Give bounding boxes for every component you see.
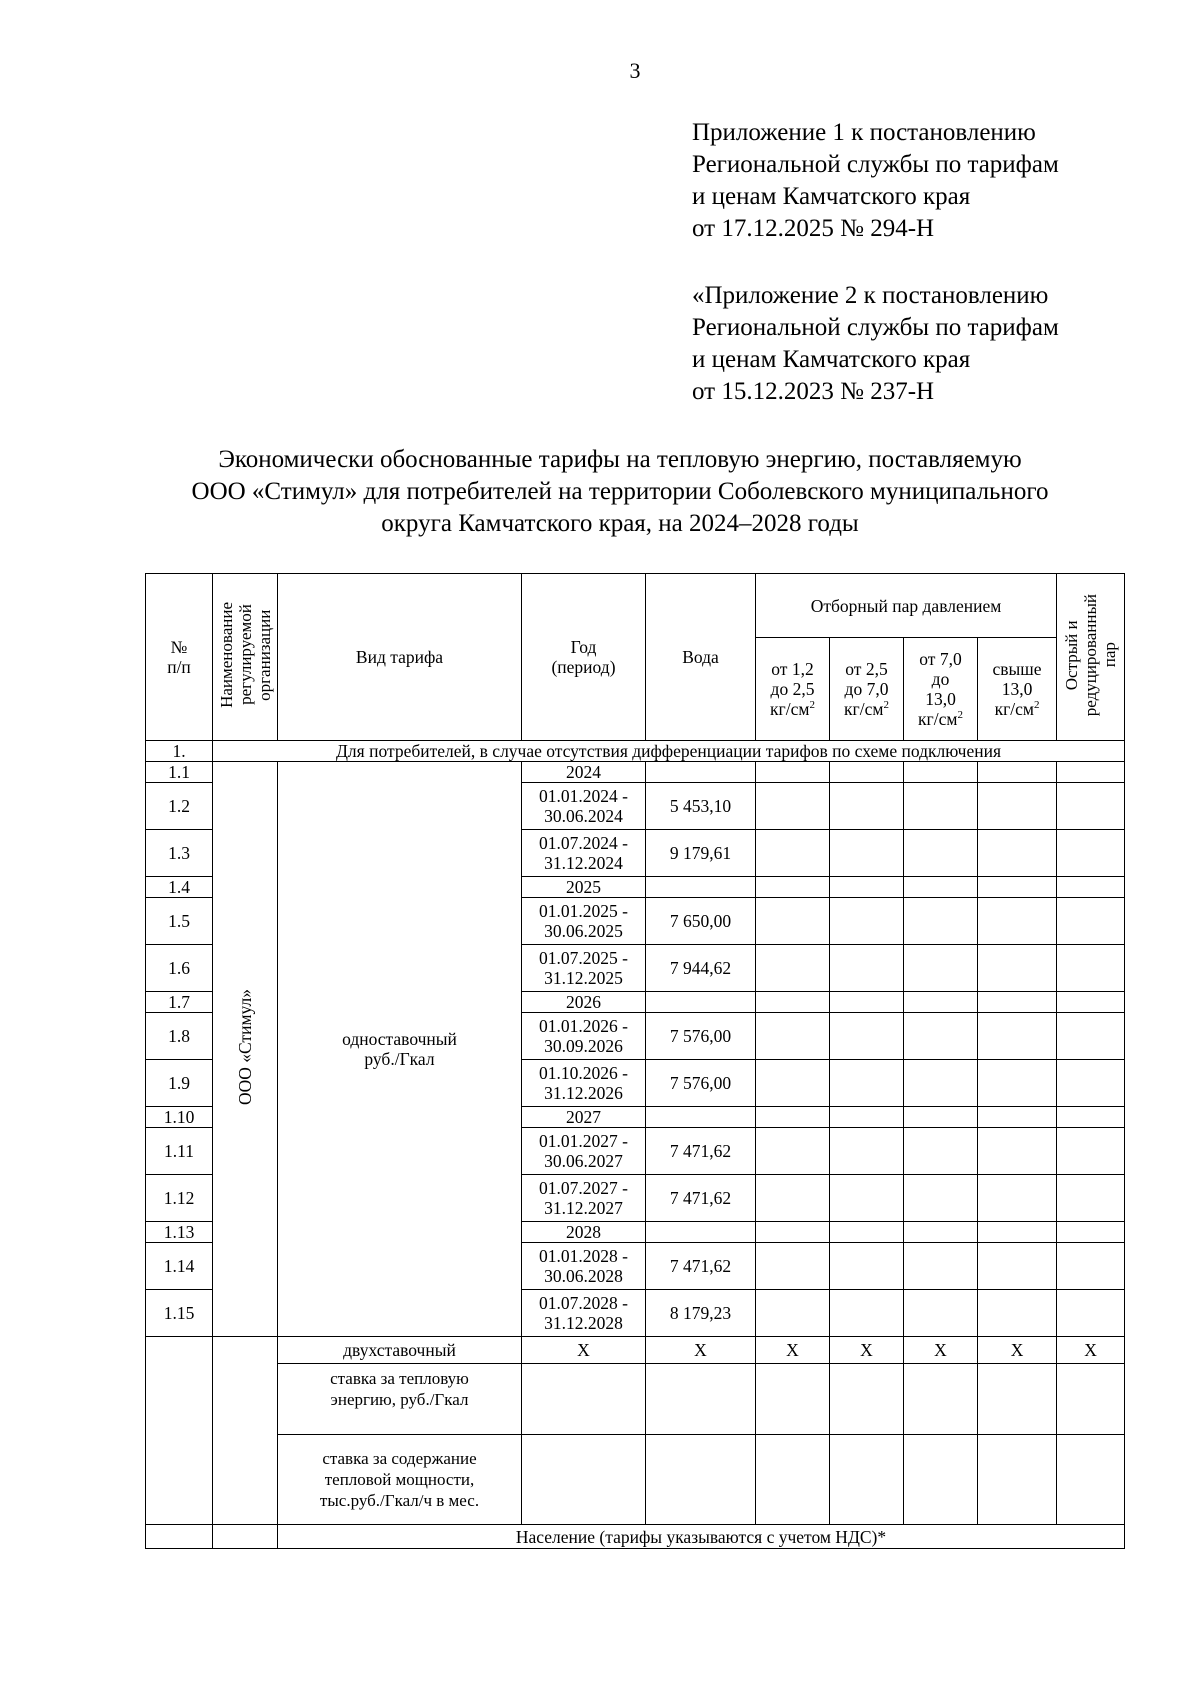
period-cell: 2028 bbox=[522, 1222, 646, 1243]
x-mark: Х bbox=[522, 1337, 646, 1364]
water-cell: 7 944,62 bbox=[646, 945, 756, 992]
row-num: 1.1 bbox=[146, 762, 213, 783]
water-cell: 7 650,00 bbox=[646, 898, 756, 945]
document-title bbox=[120, 444, 1120, 540]
header-sharp-steam: Острый и редуцированный пар bbox=[1057, 574, 1125, 741]
row-num: 1.14 bbox=[146, 1243, 213, 1290]
row-num: 1.13 bbox=[146, 1222, 213, 1243]
water-cell: 7 471,62 bbox=[646, 1175, 756, 1222]
x-mark: Х bbox=[978, 1337, 1057, 1364]
title-line: ООО «Стимул» для потребителей на территории Соболевского муниципального bbox=[191, 478, 1049, 505]
water-cell: 9 179,61 bbox=[646, 830, 756, 877]
period-cell: 2027 bbox=[522, 1107, 646, 1128]
two-rate-row bbox=[146, 1337, 1125, 1364]
section-label: Для потребителей, в случае отсутствия дифференциации тарифов по схеме подключения bbox=[213, 741, 1125, 762]
row-num: 1.3 bbox=[146, 830, 213, 877]
row-num: 1.12 bbox=[146, 1175, 213, 1222]
x-mark: Х bbox=[646, 1337, 756, 1364]
approval-line: Региональной службы по тарифам bbox=[692, 314, 1059, 341]
header-year: Год (период) bbox=[522, 574, 646, 741]
one-rate-tariff-cell: одноставочный руб./Гкал bbox=[278, 762, 522, 1337]
period-cell: 01.01.2024 - 30.06.2024 bbox=[522, 783, 646, 830]
approval-line: и ценам Камчатского края bbox=[692, 346, 971, 373]
row-num: 1.15 bbox=[146, 1290, 213, 1337]
capacity-rate-row bbox=[146, 1435, 1125, 1525]
water-cell bbox=[646, 877, 756, 898]
row-num: 1.6 bbox=[146, 945, 213, 992]
title-line: Экономически обоснованные тарифы на тепловую энергию, поставляемую bbox=[218, 446, 1022, 473]
approval-line: Региональной службы по тарифам bbox=[692, 151, 1059, 178]
period-cell: 01.01.2028 - 30.06.2028 bbox=[522, 1243, 646, 1290]
header-water: Вода bbox=[646, 574, 756, 741]
period-cell: 01.07.2027 - 31.12.2027 bbox=[522, 1175, 646, 1222]
capacity-rate-label: ставка за содержание тепловой мощности, тыс.руб./Гкал/ч в мес. bbox=[278, 1435, 522, 1525]
period-cell: 01.01.2026 - 30.09.2026 bbox=[522, 1013, 646, 1060]
section-num: 1. bbox=[146, 741, 213, 762]
period-cell: 2024 bbox=[522, 762, 646, 783]
water-cell bbox=[646, 1107, 756, 1128]
water-cell: 7 471,62 bbox=[646, 1128, 756, 1175]
row-num: 1.4 bbox=[146, 877, 213, 898]
period-cell: 2025 bbox=[522, 877, 646, 898]
approval-line: от 17.12.2025 № 294-Н bbox=[692, 215, 935, 242]
approval-block-1 bbox=[692, 117, 1059, 245]
approval-block-2 bbox=[692, 280, 1059, 408]
x-mark: Х bbox=[830, 1337, 904, 1364]
row-num: 1.7 bbox=[146, 992, 213, 1013]
approval-line: «Приложение 2 к постановлению bbox=[692, 282, 1049, 309]
header-steam-group: Отборный пар давлением bbox=[756, 574, 1057, 638]
x-mark: Х bbox=[904, 1337, 978, 1364]
approval-line: и ценам Камчатского края bbox=[692, 183, 971, 210]
x-mark: Х bbox=[756, 1337, 830, 1364]
heat-energy-rate-row bbox=[146, 1364, 1125, 1435]
title-line: округа Камчатского края, на 2024–2028 годы bbox=[381, 510, 859, 537]
x-mark: Х bbox=[1057, 1337, 1125, 1364]
period-cell: 01.10.2026 - 31.12.2026 bbox=[522, 1060, 646, 1107]
header-steam-3: от 7,0 до 13,0 $кг/см^2$ bbox=[904, 638, 978, 741]
water-cell: 7 576,00 bbox=[646, 1060, 756, 1107]
row-num: 1.10 bbox=[146, 1107, 213, 1128]
water-cell: 8 179,23 bbox=[646, 1290, 756, 1337]
header-steam-1: от 1,2 до 2,5 $кг/см^2$ bbox=[756, 638, 830, 741]
header-steam-2: от 2,5 до 7,0 $кг/см^2$ bbox=[830, 638, 904, 741]
period-cell: 01.07.2024 - 31.12.2024 bbox=[522, 830, 646, 877]
water-cell: 5 453,10 bbox=[646, 783, 756, 830]
water-cell bbox=[646, 762, 756, 783]
row-num: 1.5 bbox=[146, 898, 213, 945]
period-cell: 01.07.2025 - 31.12.2025 bbox=[522, 945, 646, 992]
row-num: 1.2 bbox=[146, 783, 213, 830]
population-row bbox=[146, 1525, 1125, 1549]
water-cell bbox=[646, 992, 756, 1013]
header-tariff-type: Вид тарифа bbox=[278, 574, 522, 741]
period-cell: 01.01.2025 - 30.06.2025 bbox=[522, 898, 646, 945]
population-label: Население (тарифы указываются с учетом НДС)* bbox=[278, 1525, 1125, 1549]
org-name-cell: ООО «Стимул» bbox=[213, 762, 278, 1337]
period-cell: 01.07.2028 - 31.12.2028 bbox=[522, 1290, 646, 1337]
header-num: № п/п bbox=[146, 574, 213, 741]
water-cell: 7 471,62 bbox=[646, 1243, 756, 1290]
water-cell bbox=[646, 1222, 756, 1243]
approval-line: от 15.12.2023 № 237-Н bbox=[692, 378, 935, 405]
row-num: 1.9 bbox=[146, 1060, 213, 1107]
period-cell: 2026 bbox=[522, 992, 646, 1013]
row-num: 1.8 bbox=[146, 1013, 213, 1060]
header-steam-4: свыше 13,0 $кг/см^2$ bbox=[978, 638, 1057, 741]
water-cell: 7 576,00 bbox=[646, 1013, 756, 1060]
header-org-name: Наименование регулируемой организации bbox=[213, 574, 278, 741]
row-num: 1.11 bbox=[146, 1128, 213, 1175]
page-number: 3 bbox=[629, 58, 641, 83]
two-rate-label: двухставочный bbox=[278, 1337, 522, 1364]
tariff-table bbox=[145, 573, 1125, 1549]
heat-energy-rate-label: ставка за тепловую энергию, руб./Гкал bbox=[278, 1364, 522, 1435]
approval-line: Приложение 1 к постановлению bbox=[692, 119, 1036, 146]
table-row bbox=[146, 762, 1125, 783]
period-cell: 01.01.2027 - 30.06.2027 bbox=[522, 1128, 646, 1175]
